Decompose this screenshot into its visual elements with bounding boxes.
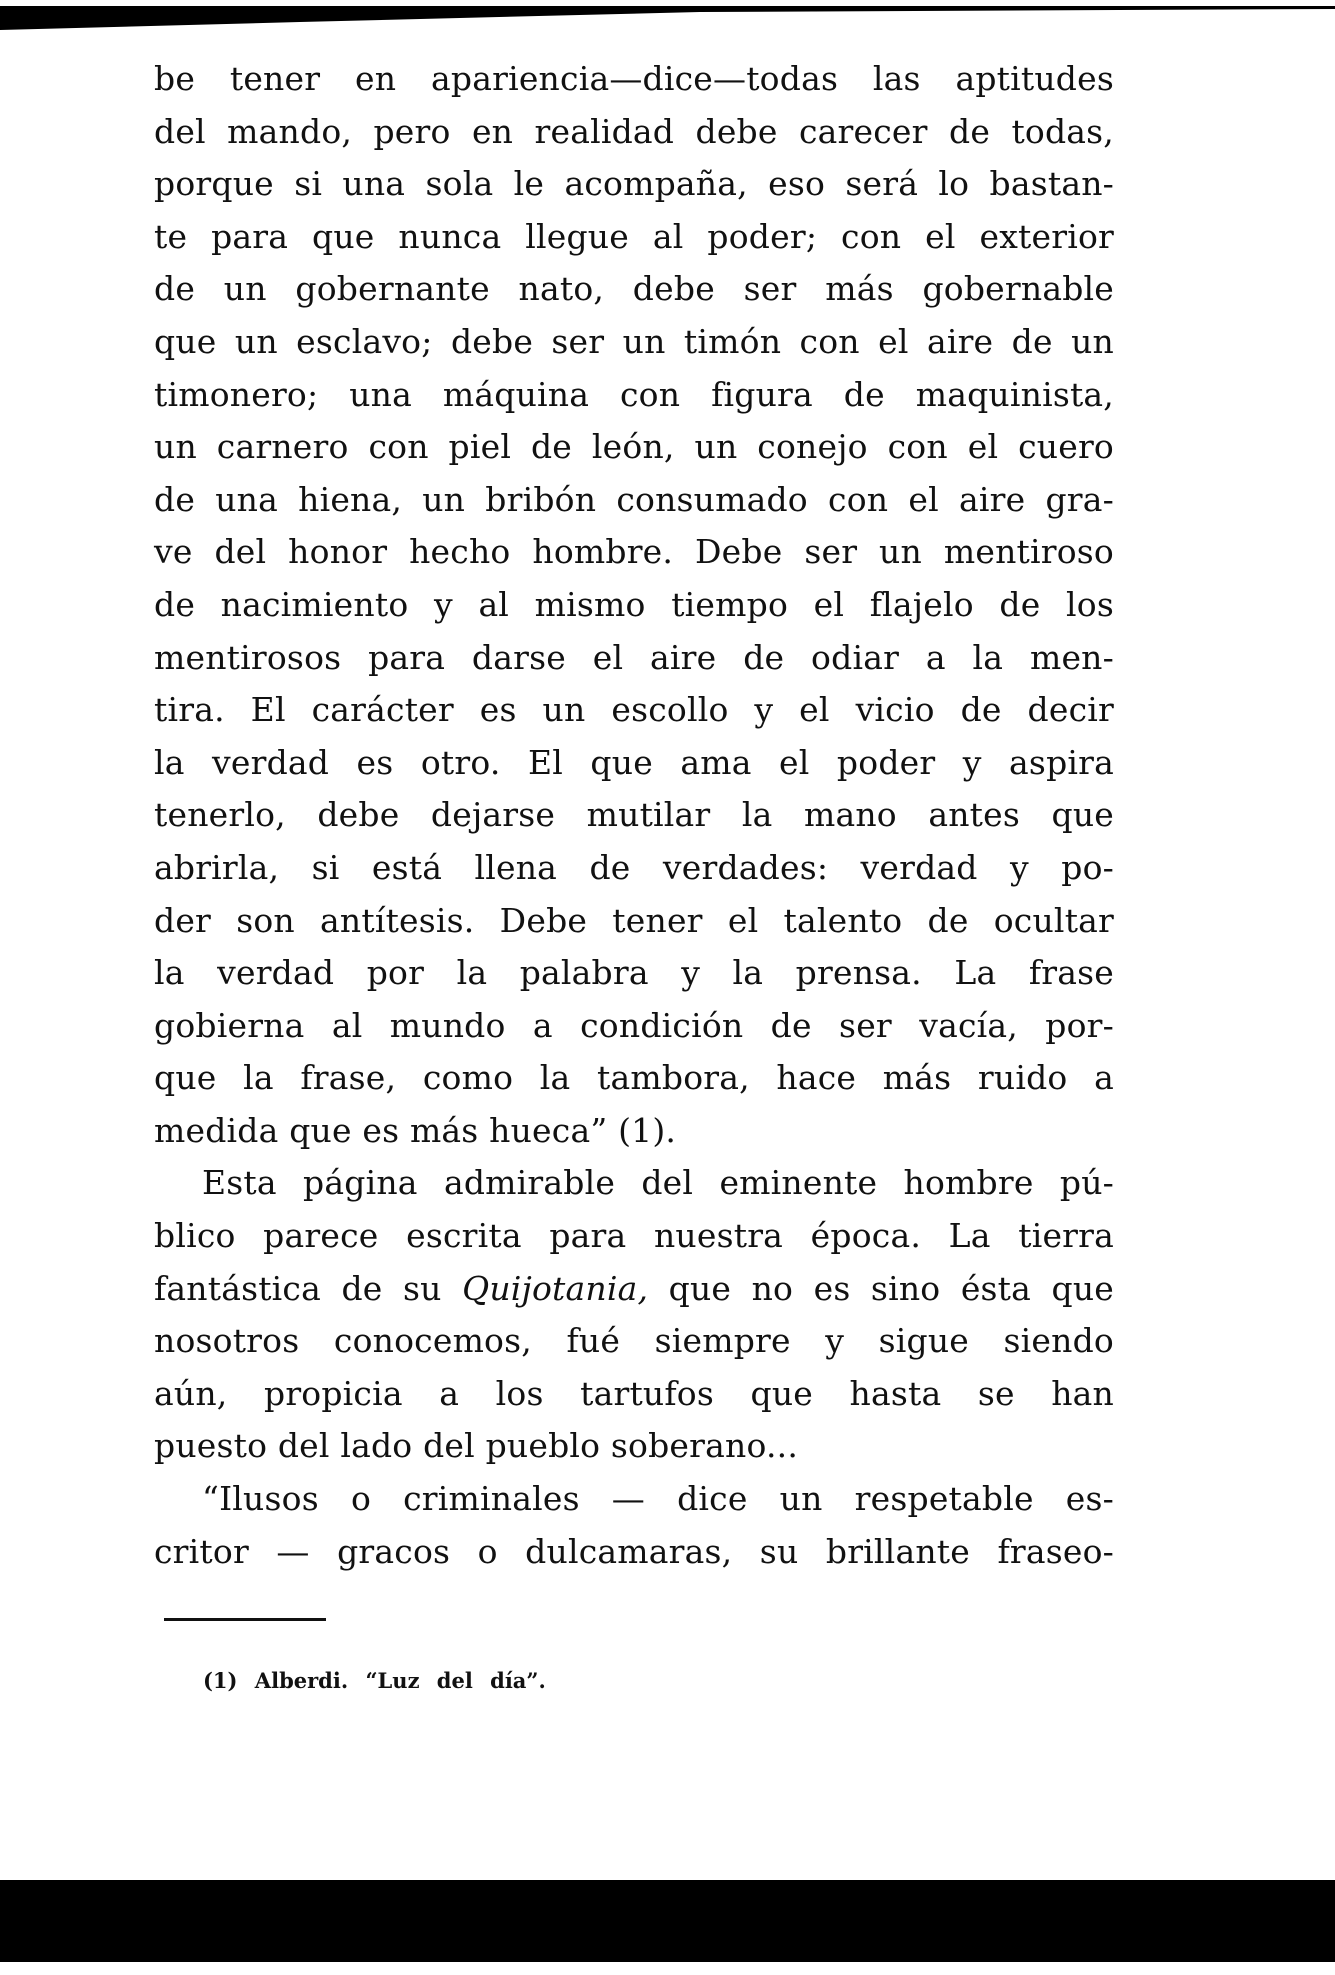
- text-line: porque si una sola le acompaña, eso será lo bastan-: [154, 164, 1114, 204]
- scan-bottom-edge: [0, 1880, 1335, 1962]
- text-line: ve del honor hecho hombre. Debe ser un mentiroso: [154, 532, 1114, 572]
- text-line: nosotros conocemos, fué siempre y sigue siendo: [154, 1321, 1114, 1361]
- text-line: [154, 1263, 1114, 1316]
- text-line: timonero; una máquina con figura de maquinista,: [154, 374, 1114, 414]
- text-line: be tener en apariencia—dice—todas las aptitudes: [154, 59, 1114, 98]
- text-line: de un gobernante nato, debe ser más gobernable: [154, 269, 1114, 309]
- body-text: [154, 53, 1114, 1578]
- text-line: medida que es más hueca” (1).: [154, 1110, 677, 1150]
- footnote-rule: [164, 1618, 326, 1621]
- text-line: del mando, pero en realidad debe carecer de todas,: [154, 111, 1114, 151]
- text-line: der son antítesis. Debe tener el talento de ocultar: [154, 900, 1114, 940]
- text-line: la verdad por la palabra y la prensa. La frase: [154, 953, 1114, 993]
- text-line: un carnero con piel de león, un conejo con el cuero: [154, 427, 1114, 467]
- text-line: te para que nunca llegue al poder; con el exterior: [154, 216, 1114, 256]
- text-line: que la frase, como la tambora, hace más ruido a: [154, 1058, 1114, 1098]
- text-line: la verdad es otro. El que ama el poder y aspira: [154, 742, 1114, 782]
- text-line: de una hiena, un bribón consumado con el aire gra-: [154, 479, 1114, 519]
- text-line: de nacimiento y al mismo tiempo el flajelo de los: [154, 584, 1114, 624]
- text-line: que un esclavo; debe ser un timón con el aire de un: [154, 321, 1114, 361]
- text-line: abrirla, si está llena de verdades: verdad y po-: [154, 847, 1114, 887]
- scan-top-edge: [0, 0, 1335, 40]
- text-line: aún, propicia a los tartufos que hasta se han: [154, 1373, 1114, 1413]
- text-line: blico parece escrita para nuestra época. La tierra: [154, 1216, 1114, 1256]
- text-line: tira. El carácter es un escollo y el vicio de decir: [154, 690, 1114, 730]
- text-line: gobierna al mundo a condición de ser vacía, por-: [154, 1005, 1114, 1045]
- text-segment: fantástica de su: [154, 1268, 463, 1308]
- text-segment: que no es sino ésta que: [648, 1268, 1114, 1308]
- footnote: (1) Alberdi. “Luz del día”.: [203, 1668, 546, 1693]
- text-line: critor — gracos o dulcamaras, su brillante fraseo-: [154, 1531, 1114, 1571]
- italic-title: Quijotania,: [462, 1268, 649, 1308]
- text-line: puesto del lado del pueblo soberano...: [154, 1426, 799, 1466]
- text-line: mentirosos para darse el aire de odiar a la men-: [154, 637, 1114, 677]
- text-line: tenerlo, debe dejarse mutilar la mano antes que: [154, 795, 1114, 835]
- text-line: Esta página admirable del eminente hombre pú-: [202, 1163, 1114, 1203]
- text-line: “Ilusos o criminales — dice un respetable es-: [202, 1479, 1114, 1519]
